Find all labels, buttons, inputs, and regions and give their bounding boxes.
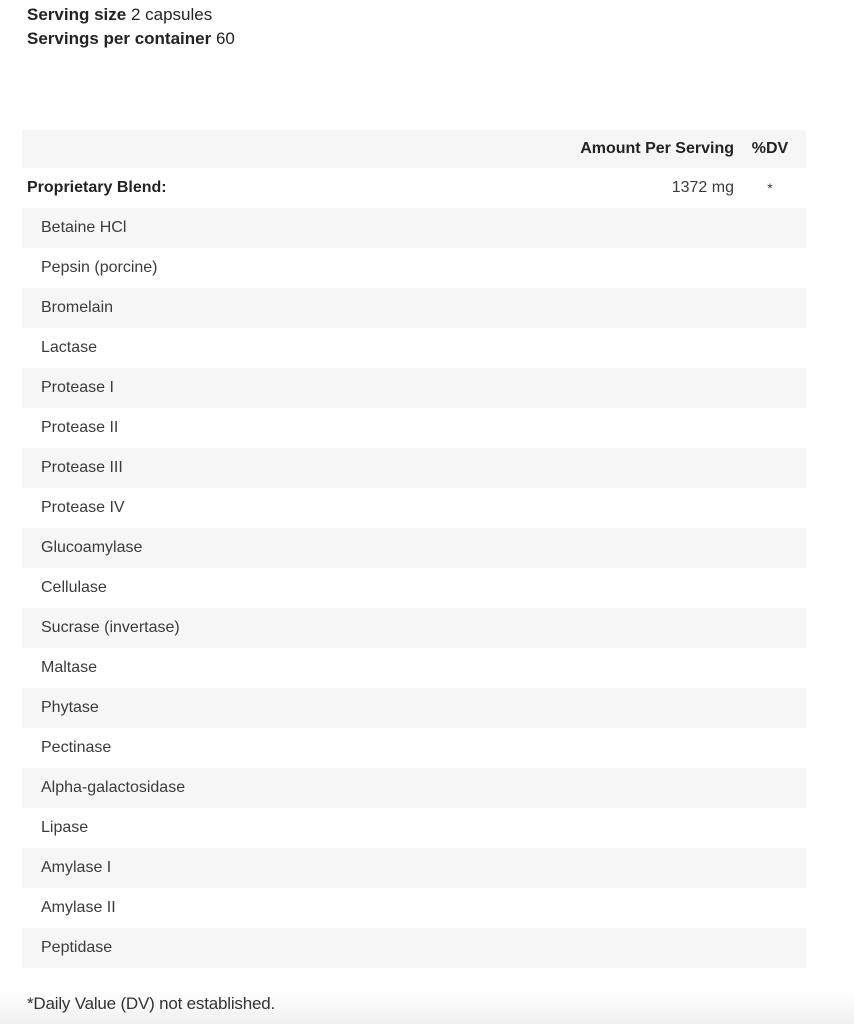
- supplement-facts-table: [22, 130, 806, 968]
- table-row: [22, 568, 806, 608]
- serving-size-value: 2 capsules: [130, 5, 213, 24]
- ingredient-name: Amylase II: [41, 899, 116, 916]
- ingredient-name: Cellulase: [41, 579, 107, 596]
- amount-per-serving-header: Amount Per Serving: [580, 140, 734, 157]
- ingredient-name: Alpha-galactosidase: [41, 779, 186, 796]
- ingredient-name: Lipase: [41, 819, 89, 836]
- ingredient-name: Lactase: [41, 339, 98, 356]
- footnote-bar: [0, 990, 854, 1024]
- proprietary-blend-label: Proprietary Blend:: [27, 179, 167, 196]
- ingredient-name: Protease IV: [41, 499, 125, 516]
- serving-info: [0, 0, 854, 51]
- table-row: [22, 448, 806, 488]
- ingredient-name: Phytase: [41, 699, 99, 716]
- serving-size-label: Serving size: [27, 5, 127, 24]
- table-header-row: [22, 130, 806, 168]
- table-row: [22, 368, 806, 408]
- serving-size-line: [27, 3, 854, 27]
- proprietary-blend-amount: 1372 mg: [671, 179, 734, 196]
- servings-per-container-label: Servings per container: [27, 29, 212, 48]
- servings-per-container-line: [27, 27, 854, 51]
- table-row: [22, 408, 806, 448]
- table-row: [22, 248, 806, 288]
- table-row: [22, 888, 806, 928]
- ingredient-name: Protease III: [41, 459, 123, 476]
- ingredient-name: Pepsin (porcine): [41, 259, 158, 276]
- proprietary-blend-row: [22, 168, 806, 208]
- ingredient-name: Protease II: [41, 419, 119, 436]
- ingredient-name: Amylase I: [41, 859, 112, 876]
- servings-per-container-value: 60: [215, 29, 235, 48]
- ingredient-rows: [22, 208, 806, 968]
- table-row: [22, 528, 806, 568]
- table-row: [22, 728, 806, 768]
- ingredient-name: Pectinase: [41, 739, 112, 756]
- table-row: [22, 928, 806, 968]
- ingredient-name: Bromelain: [41, 299, 114, 316]
- daily-value-footnote: *Daily Value (DV) not established.: [27, 994, 276, 1013]
- ingredient-name: Maltase: [41, 659, 98, 676]
- table-row: [22, 488, 806, 528]
- table-row: [22, 328, 806, 368]
- ingredient-name: Protease I: [41, 379, 114, 396]
- table-row: [22, 208, 806, 248]
- ingredient-name: Glucoamylase: [41, 539, 143, 556]
- table-row: [22, 648, 806, 688]
- table-row: [22, 288, 806, 328]
- ingredient-name: Betaine HCl: [41, 219, 127, 236]
- proprietary-blend-dv: *: [767, 180, 773, 196]
- table-row: [22, 608, 806, 648]
- ingredient-name: Sucrase (invertase): [41, 619, 180, 636]
- ingredient-name: Peptidase: [41, 939, 113, 956]
- table-row: [22, 768, 806, 808]
- percent-dv-header: %DV: [751, 140, 789, 157]
- table-row: [22, 848, 806, 888]
- table-row: [22, 688, 806, 728]
- table-row: [22, 808, 806, 848]
